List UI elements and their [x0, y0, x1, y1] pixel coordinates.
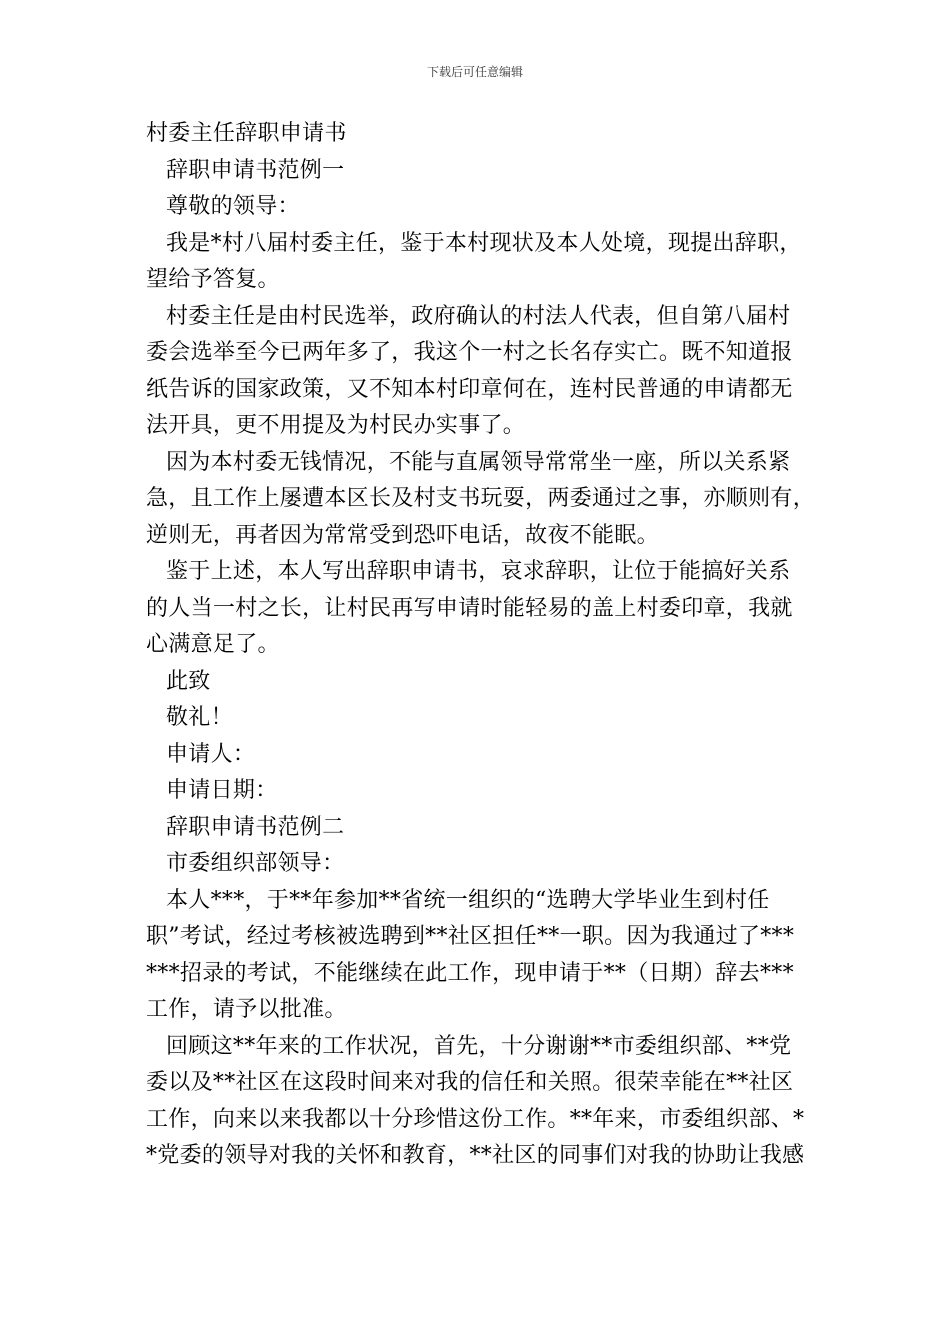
applicant-label: 申请人： — [166, 741, 256, 767]
paragraph-line: 职”考试，经过考核被选聘到**社区担任**一职。因为我通过了*** — [146, 924, 795, 949]
section-heading: 辞职申请书范例二 — [166, 814, 345, 840]
paragraph-line: 委以及**社区在这段时间来对我的信任和关照。很荣幸能在**社区 — [146, 1070, 794, 1095]
salutation: 尊敬的领导： — [166, 194, 300, 219]
paragraph-line: *党委的领导对我的关怀和教育，**社区的同事们对我的协助让我感 — [146, 1143, 805, 1168]
document-body — [146, 116, 814, 1175]
paragraph-line: 的人当一村之长，让村民再写申请时能轻易的盖上村委印章，我就 — [146, 595, 793, 621]
paragraph-line: 因为本村委无钱情况，不能与直属领导常常坐一座，所以关系紧 — [166, 449, 791, 475]
paragraph-line: 工作，向来以来我都以十分珍惜这份工作。**年来，市委组织部、* — [146, 1106, 805, 1132]
paragraph-line: 本人***，于**年参加**省统一组织的“选聘大学毕业生到村任 — [166, 887, 770, 913]
paragraph-line: ***招录的考试，不能继续在此工作，现申请于**（日期）辞去*** — [146, 960, 794, 986]
paragraph-line: 急，且工作上屡遭本区长及村支书玩耍，两委通过之事，亦顺则有， — [146, 486, 816, 511]
paragraph-line: 我是*村八届村委主任，鉴于本村现状及本人处境，现提出辞职， — [166, 230, 802, 256]
paragraph-line: 法开具，更不用提及为村民办实事了。 — [146, 413, 526, 438]
paragraph-line: 回顾这**年来的工作状况，首先，十分谢谢**市委组织部、**党 — [166, 1033, 792, 1059]
paragraph-line: 村委主任是由村民选举，政府确认的村法人代表，但自第八届村 — [166, 303, 791, 329]
section-heading: 辞职申请书范例一 — [166, 157, 345, 183]
header-note: 下载后可任意编辑 — [426, 65, 523, 79]
paragraph-line: 心满意足了。 — [146, 632, 280, 657]
closing-line: 此致 — [166, 668, 211, 694]
salutation: 市委组织部领导： — [166, 851, 345, 876]
paragraph-line: 纸告诉的国家政策，又不知本村印章何在，连村民普通的申请都无 — [146, 376, 793, 402]
paragraph-line: 望给予答复。 — [146, 267, 280, 292]
paragraph-line: 逆则无，再者因为常常受到恐吓电话，故夜不能眠。 — [146, 522, 659, 548]
document-title: 村委主任辞职申请书 — [146, 121, 347, 146]
paragraph-line: 鉴于上述，本人写出辞职申请书，哀求辞职，让位于能搞好关系 — [166, 559, 791, 584]
paragraph-line: 工作，请予以批准。 — [146, 997, 347, 1022]
closing-line: 敬礼！ — [166, 705, 233, 730]
paragraph-line: 委会选举至今已两年多了，我这个一村之长名存实亡。既不知道报 — [146, 340, 793, 365]
application-date-label: 申请日期： — [166, 778, 278, 803]
